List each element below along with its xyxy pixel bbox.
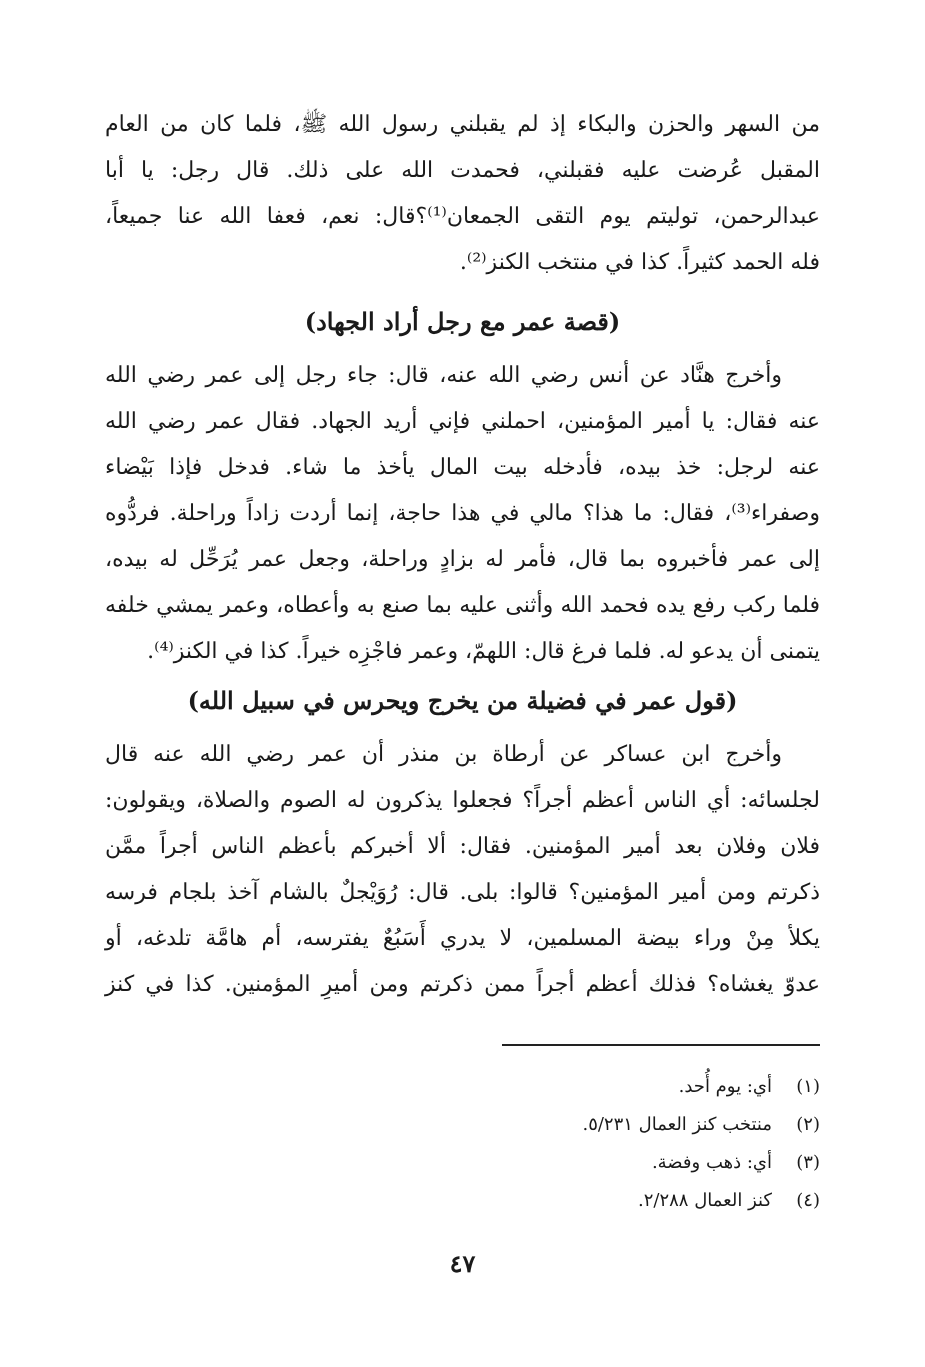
- footnote-4: [120, 1184, 820, 1218]
- paragraph-3-line-1: وأخرج ابن عساكر عن أرطاة بن منذر أن عمر رضي الله عنه قال: [105, 742, 782, 767]
- footnote-text: أي: يوم أُحد.: [678, 1076, 772, 1097]
- paragraph-1-line-1: من السهر والحزن والبكاء إذ لم يقبلني رسول الله ﷺ، فلما كان من العام: [105, 112, 820, 137]
- page-number: ٤٧: [449, 1249, 476, 1278]
- paragraph-1-line-3: عبدالرحمن، توليتم يوم التقى الجمعان⁽¹⁾؟قال: نعم، فعفا الله عنا جميعاً،: [105, 204, 820, 229]
- paragraph-2-line-5: إلى عمر فأخبروه بما قال، فأمر له بزادٍ وراحلة، وجعل عمر يُرَحِّل له بيده،: [105, 547, 820, 572]
- paragraph-2-line-1: وأخرج هنَّاد عن أنس رضي الله عنه، قال: جاء رجل إلى عمر رضي الله: [105, 363, 782, 388]
- paragraph-3-line-4: ذكرتم ومن أمير المؤمنين؟ قالوا: بلى. قال: رُوَيْجلٌ بالشام آخذ بلجام فرسه: [105, 880, 820, 905]
- section-heading-2: (قول عمر في فضيلة من يخرج ويحرس في سبيل الله): [187, 686, 738, 715]
- footnote-text: منتخب كنز العمال ٥/٢٣١.: [582, 1114, 772, 1135]
- paragraph-2-line-6: فلما ركب رفع يده فحمد الله وأثنى عليه بما صنع به وأعطاه، وعمر يمشي خلفه: [105, 593, 820, 618]
- paragraph-2-line-3: عنه لرجل: خذ بيده، فأدخله بيت المال يأخذ ما شاء. فدخل فإذا بَيْضاء: [105, 455, 820, 480]
- footnote-number: (٤): [796, 1190, 820, 1211]
- paragraph-2-line-7: يتمنى أن يدعو له. فلما فرغ قال: اللهمّ، وعمر فاجْزِه خيراً. كذا في الكنز⁽⁴⁾.: [147, 639, 820, 664]
- paragraph-2-line-4: وصفراء⁽³⁾، فقال: ما هذا؟ مالي في هذا حاجة، إنما أردت زاداً وراحلة. فردُّوه: [105, 501, 820, 526]
- footnote-text: كنز العمال ٢/٢٨٨.: [638, 1190, 772, 1211]
- footnote-2: [120, 1108, 820, 1142]
- paragraph-3-line-3: فلان وفلان بعد أمير المؤمنين. فقال: ألا أخبركم بأعظم الناس أجراً ممَّن: [105, 834, 820, 859]
- footnote-number: (٣): [796, 1152, 820, 1173]
- section-heading-1: (قصة عمر مع رجل أراد الجهاد): [304, 307, 621, 336]
- footnote-number: (١): [796, 1076, 820, 1097]
- footnote-number: (٢): [796, 1114, 820, 1135]
- paragraph-2-line-2: عنه فقال: يا أمير المؤمنين، احملني فإني أريد الجهاد. فقال عمر رضي الله: [105, 409, 820, 434]
- paragraph-1-line-4: فله الحمد كثيراً. كذا في منتخب الكنز⁽²⁾.: [459, 250, 820, 275]
- footnote-divider: [502, 1044, 820, 1046]
- paragraph-3-line-6: عدوّ يغشاه؟ فذلك أعظم أجراً ممن ذكرتم ومن أميرِ المؤمنين. كذا في كنز: [105, 972, 820, 997]
- footnote-text: أي: ذهب وفضة.: [651, 1152, 772, 1173]
- paragraph-3-line-2: لجلسائه: أي الناس أعظم أجراً؟ فجعلوا يذكرون له الصوم والصلاة، ويقولون:: [105, 788, 820, 813]
- paragraph-1-line-2: المقبل عُرضت عليه فقبلني، فحمدت الله على ذلك. قال رجل: يا أبا: [105, 158, 820, 183]
- footnote-1: [120, 1070, 820, 1104]
- paragraph-3-line-5: يكلأ مِنْ وراء بيضة المسلمين، لا يدري أَسَبُعٌ يفترسه، أم هامَّة تلدغه، أو: [105, 926, 820, 951]
- footnote-3: [120, 1146, 820, 1180]
